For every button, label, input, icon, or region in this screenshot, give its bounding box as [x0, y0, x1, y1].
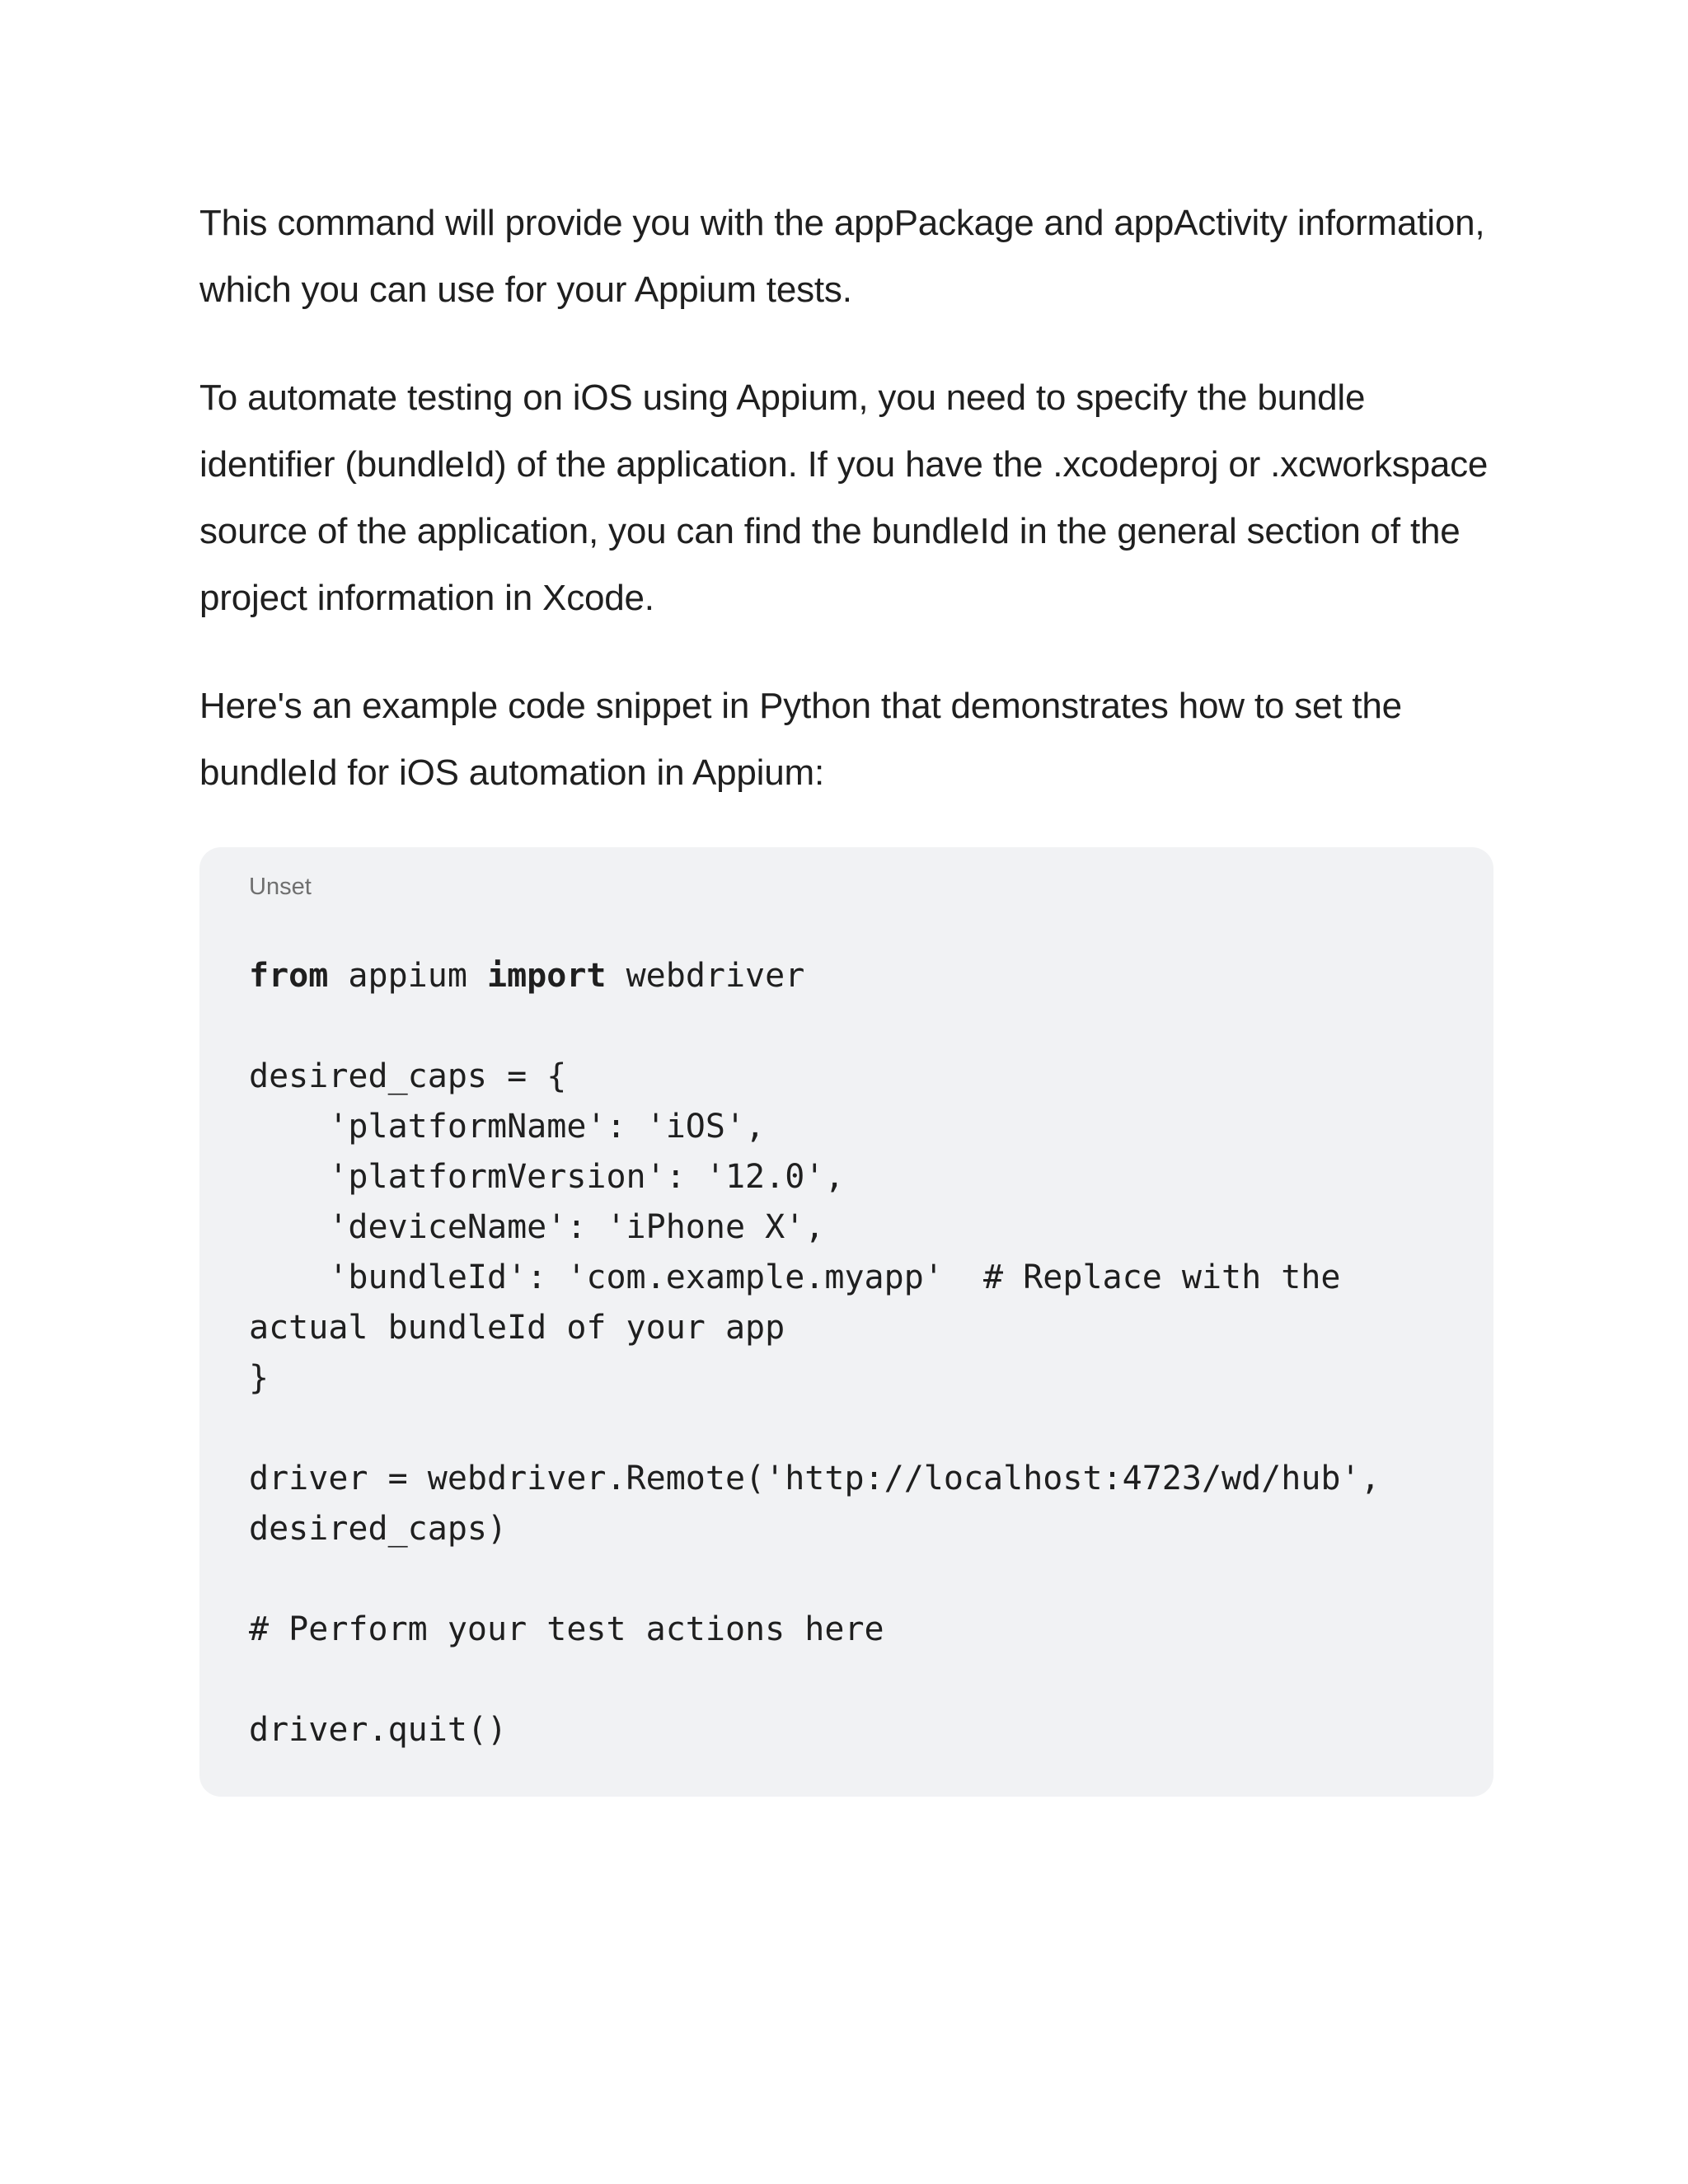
- code-line: [249, 1554, 1444, 1605]
- code-line: desired_caps = {: [249, 1057, 567, 1095]
- code-text: appium: [328, 957, 487, 995]
- code-line: 'platformName': 'iOS',: [249, 1108, 766, 1146]
- code-language-label: Unset: [249, 874, 312, 900]
- code-line-import: [249, 951, 1444, 1001]
- code-line: actual bundleId of your app: [249, 1309, 785, 1347]
- code-block[interactable]: [199, 847, 1493, 1797]
- code-keyword-from: from: [249, 957, 329, 995]
- paragraph-apppackage-info: This command will provide you with the appPackage and appActivity information, which you can use for your Appium tests.: [199, 203, 1485, 310]
- code-text: webdriver: [606, 957, 805, 995]
- code-line: }: [249, 1359, 270, 1397]
- code-line: 'platformVersion': '12.0',: [249, 1158, 845, 1196]
- paragraph-ios-bundleid: To automate testing on iOS using Appium, you need to specify the bundle identifier (bundleId) of the application. If you have the .xcodeproj or .xcworkspace source of the application, you can find the bundleId in the general section of the project information in Xcode.: [199, 377, 1489, 618]
- code-line: 'bundleId': 'com.example.myapp' # Replace with the: [249, 1258, 1341, 1296]
- code-line: driver.quit(): [249, 1711, 508, 1749]
- code-line: [249, 1404, 1444, 1454]
- code-line: [249, 1655, 1444, 1705]
- code-line: # Perform your test actions here: [249, 1610, 884, 1648]
- code-line: desired_caps): [249, 1510, 508, 1548]
- code-line: driver = webdriver.Remote('http://localhost:4723/wd/hub',: [249, 1460, 1381, 1497]
- code-keyword-import: import: [486, 957, 607, 995]
- code-line: 'deviceName': 'iPhone X',: [249, 1208, 825, 1246]
- paragraph-example-intro: Here's an example code snippet in Python that demonstrates how to set the bundleId for iOS automation in Appium:: [199, 686, 1402, 793]
- document-body: [199, 190, 1493, 1797]
- code-line: [249, 1001, 1444, 1052]
- code-content[interactable]: [249, 951, 1444, 1755]
